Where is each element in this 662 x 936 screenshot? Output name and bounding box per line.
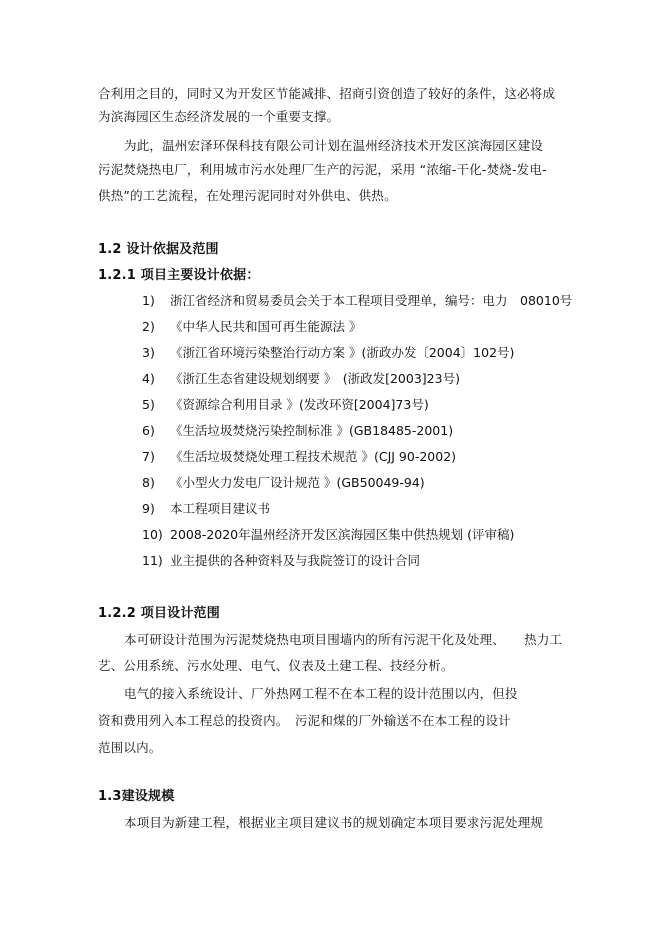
list-item-text: 《生活垃圾焚烧处理工程技术规范 》(CJJ 90-2002) <box>170 449 457 464</box>
purpose-paragraph-line-3: 供热”的工艺流程，在处理污泥同时对外供电、供热。 <box>98 188 397 203</box>
list-item-text: 浙江省经济和贸易委员会关于本工程项目受理单，编号：电力 08010号 <box>170 293 573 308</box>
list-item <box>142 371 460 387</box>
list-item-number: 5) <box>142 397 155 412</box>
list-item <box>142 501 270 517</box>
purpose-paragraph-line-2: 污泥焚烧热电厂，利用城市污水处理厂生产的污泥，采用 “浓缩-干化-焚烧-发电- <box>98 162 547 177</box>
list-item-text: 《浙江生态省建设规划纲要 》 (浙政发[2003]23号) <box>170 371 460 386</box>
list-item <box>142 475 425 491</box>
list-item-text: 《生活垃圾焚烧污染控制标准 》(GB18485-2001) <box>170 423 454 438</box>
section-1-2-heading: 1.2 设计依据及范围 <box>98 242 219 257</box>
list-item-number: 9) <box>142 501 155 516</box>
list-item <box>142 345 514 361</box>
section-1-2-1-heading: 1.2.1 项目主要设计依据： <box>98 268 260 283</box>
section-1-3-heading: 1.3建设规模 <box>98 789 175 804</box>
list-item <box>142 397 429 413</box>
list-item-number: 10) <box>142 527 163 542</box>
section-1-2-2-heading: 1.2.2 项目设计范围 <box>98 606 220 621</box>
list-item-number: 1) <box>142 293 155 308</box>
intro-paragraph-line-1: 合利用之目的，同时又为开发区节能减排、招商引资创造了较好的条件，这必将成 <box>98 86 556 101</box>
purpose-paragraph-line-1: 为此，温州宏泽环保科技有限公司计划在温州经济技术开发区滨海园区建设 <box>124 138 544 153</box>
scope-paragraph-2-line-2: 资和费用列入本工程总的投资内。 污泥和煤的厂外输送不在本工程的设计 <box>98 713 511 728</box>
list-item-text: 本工程项目建议书 <box>170 501 271 516</box>
list-item-text: 业主提供的各种资料及与我院签订的设计合同 <box>170 553 421 568</box>
list-item-text: 《小型火力发电厂设计规范 》(GB50049-94) <box>170 475 425 490</box>
scope-paragraph-2-line-3: 范围以内。 <box>98 740 162 755</box>
list-item-number: 3) <box>142 345 155 360</box>
list-item-text: 《浙江省环境污染整治行动方案 》(浙政办发〔2004〕102号) <box>170 345 515 360</box>
list-item-number: 4) <box>142 371 155 386</box>
list-item <box>142 423 453 439</box>
list-item <box>142 293 572 309</box>
list-item <box>142 553 420 569</box>
list-item <box>142 449 456 465</box>
scope-paragraph-2-line-1: 电气的接入系统设计、厂外热网工程不在本工程的设计范围以内，但投 <box>124 686 518 701</box>
scope-paragraph-1-line-1: 本可研设计范围为污泥焚烧热电项目围墙内的所有污泥干化及处理、 热力工 <box>124 632 563 647</box>
list-item <box>142 319 361 335</box>
list-item-text: 2008-2020年温州经济开发区滨海园区集中供热规划 (评审稿) <box>170 527 515 542</box>
list-item-number: 2) <box>142 319 155 334</box>
list-item-text: 《中华人民共和国可再生能源法 》 <box>170 319 362 334</box>
list-item-text: 《资源综合利用目录 》(发改环资[2004]73号) <box>170 397 429 412</box>
scope-paragraph-1-line-2: 艺、公用系统、污水处理、电气、仪表及土建工程、技经分析。 <box>98 658 454 673</box>
list-item-number: 8) <box>142 475 155 490</box>
list-item <box>142 527 514 543</box>
intro-paragraph-line-2: 为滨海园区生态经济发展的一个重要支撑。 <box>98 109 340 124</box>
scale-paragraph-line-1: 本项目为新建工程，根据业主项目建议书的规划确定本项目要求污泥处理规 <box>124 815 544 830</box>
list-item-number: 11) <box>142 553 163 568</box>
list-item-number: 6) <box>142 423 155 438</box>
list-item-number: 7) <box>142 449 155 464</box>
